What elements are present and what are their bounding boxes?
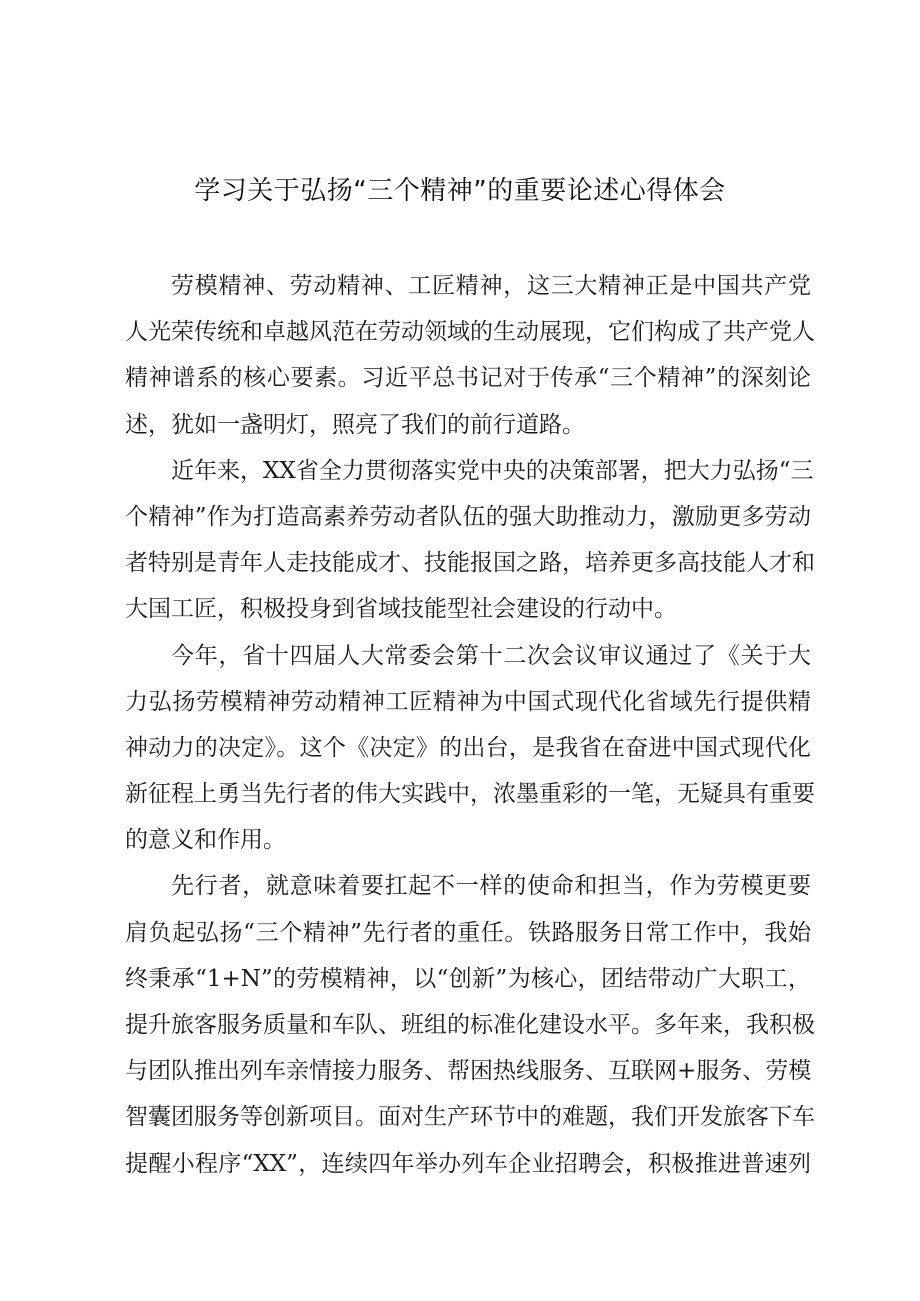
text-line: 提升旅客服务质量和车队、班组的标准化建设水平。多年来，我积极 bbox=[125, 1012, 815, 1038]
text-line: 新征程上勇当先行者的伟大实践中，浓墨重彩的一笔，无疑具有重要 bbox=[125, 781, 815, 808]
text-line: 精神谱系的核心要素。习近平总书记对于传承“三个精神”的深刻论 bbox=[125, 365, 811, 392]
text-line: 大国工匠，积极投身到省域技能型社会建设的行动中。 bbox=[125, 596, 677, 623]
text-line: 先行者，就意味着要扛起不一样的使命和担当，作为劳模更要 bbox=[171, 873, 811, 900]
text-line: 智囊团服务等创新项目。面对生产环节中的难题，我们开发旅客下车 bbox=[125, 1104, 815, 1131]
text-line: 近年来，XX省全力贯彻落实党中央的决策部署，把大力弘扬“三 bbox=[171, 457, 814, 484]
paragraph-1 bbox=[125, 263, 815, 448]
paragraph-4 bbox=[125, 863, 815, 1186]
text-line: 与团队推出列车亲情接力服务、帮困热线服务、互联网+服务、劳模 bbox=[125, 1058, 812, 1085]
text-line: 者特别是青年人走技能成才、技能报国之路，培养更多高技能人才和 bbox=[125, 550, 815, 577]
text-line: 劳模精神、劳动精神、工匠精神，这三大精神正是中国共产党 bbox=[171, 273, 811, 299]
text-line: 的意义和作用。 bbox=[125, 827, 286, 854]
text-line: 力弘扬劳模精神劳动精神工匠精神为中国式现代化省域先行提供精 bbox=[125, 688, 811, 715]
text-line: 述，犹如一盏明灯，照亮了我们的前行道路。 bbox=[125, 411, 585, 438]
text-line: 肩负起弘扬“三个精神”先行者的重任。铁路服务日常工作中，我始 bbox=[125, 919, 811, 946]
paragraph-3 bbox=[125, 633, 815, 864]
text-line: 神动力的决定》。这个《决定》的出台，是我省在奋进中国式现代化 bbox=[125, 734, 811, 761]
text-line: 提醒小程序“XX”，连续四年举办列车企业招聘会，积极推进普速列 bbox=[125, 1150, 811, 1177]
document-title: 学习关于弘扬“三个精神”的重要论述心得体会 bbox=[194, 176, 726, 206]
text-line: 人光荣传统和卓越风范在劳动领域的生动展现，它们构成了共产党人 bbox=[125, 319, 815, 346]
paragraph-2 bbox=[125, 448, 815, 633]
text-line: 终秉承“1+N”的劳模精神，以“创新”为核心，团结带动广大职工， bbox=[125, 965, 811, 992]
document-body bbox=[125, 263, 815, 1187]
text-line: 今年，省十四届人大常委会第十二次会议审议通过了《关于大 bbox=[171, 642, 811, 669]
text-line: 个精神”作为打造高素养劳动者队伍的强大助推动力，激励更多劳动 bbox=[125, 503, 811, 530]
